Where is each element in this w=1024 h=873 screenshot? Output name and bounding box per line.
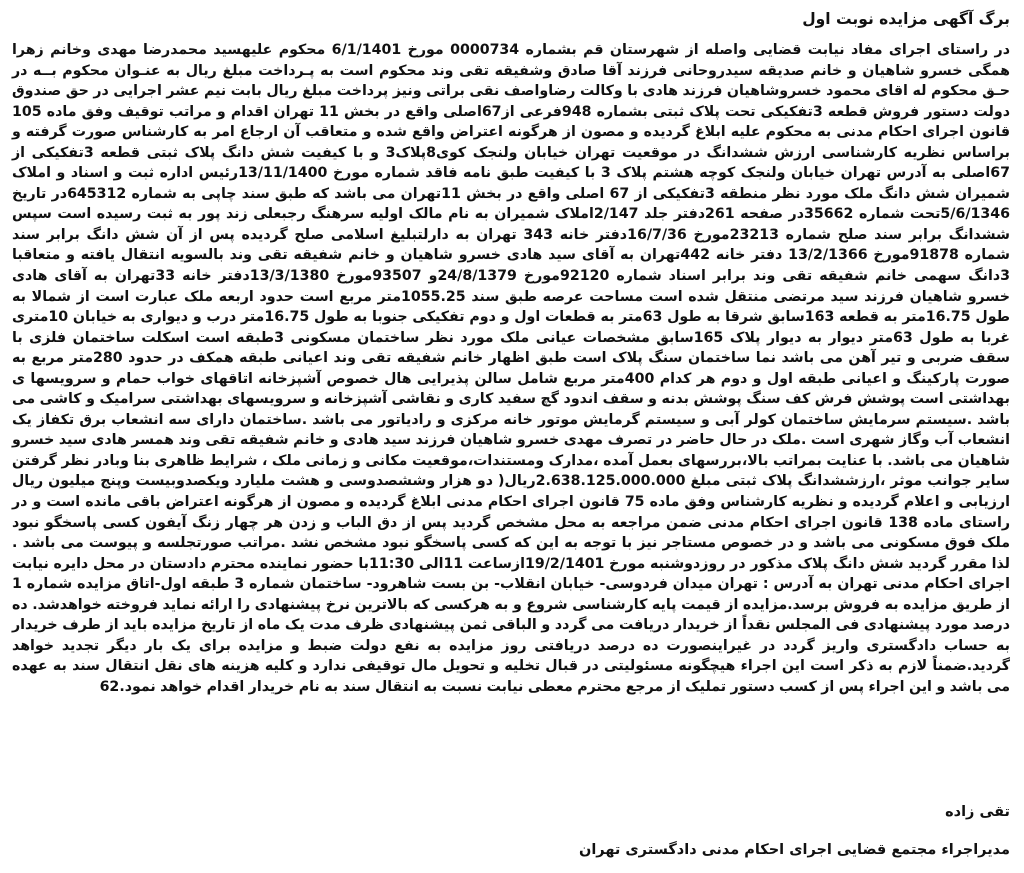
notice-body: در راستای اجرای مفاد نیابت قضایی واصله از شهرستان قم بشماره 0000734 مورخ 6/1/1401 محکوم علیهسید محمدرضا مهدی وخانم زهرا همگی خسرو شاهیان و خانم صدیقه سیدروحانی فرزند آقا صادق وشفیقه تقی وند محکوم است به پـرداخت مبلغ ریال به عنـوان محکوم بــه در حـق محکوم له اقای محمود خسروشاهیان فرزند هادی با وکالت رضاواصف نقی براتی ونیز پرداخت مبلغ ریال بابت نیم عشر اجرایی در حق صندوق دولت دستور فروش قطعه 3تفکیکی تحت پلاک ثبتی بشماره 948فرعی از67اصلی واقع در بخش 11 تهران اقدام و مراتب توقیف وفق ماده 105 قانون اجرای احکام مدنی به محکوم علیه ابلاغ گردیده و مصون از هرگونه اعتراض واقع شده و متعاقب آن ارجاع امر به کارشناس صورت گرفته و براساس نظریه کارشناسی ارزش ششدانگ در موقعیت تهران خیابان ولنجک کوی8پلاک3 و با کیفیت شش دانگ پلاک ثبتی قطعه 3تفکیکی از 67اصلی به آدرس تهران خیابان ولنجک کوچه هشتم پلاک 3 با کیفیت طبق نامه فاقد شماره مورخ 13/11/1400رئیس اداره ثبت و اسناد و املاک شمیران شش دانگ ملک مورد نظر منطقه 3تفکیکی از 67 اصلی واقع در بخش 11تهران می باشد که طبق سند چاپی به شماره 645312در تاریخ 5/6/1346تحت شماره 35662در صفحه 261دفتر جلد 2/147املاک شمیران به نام مالک اولیه سرهنگ رجبعلی زند پور به ثبت رسیده است سپس ششدانگ برابر سند صلح شماره 23213مورخ 16/7/36دفتر خانه 343 تهران به دارلتبلیغ اسلامی صلح گردیده پس از آن شش دانگ برابر سند شماره 91878مورخ 13/2/1366 دفتر خانه 442تهران به آقای سید هادی خسرو شاهیان و خانم شفیقه تقی وند بالسویه انتقال یافته و متعاقبا 3دانگ سهمی خانم شفیقه تقی وند برابر اسناد شماره 92120مورخ 24/8/1379و 93507مورخ 13/3/1380دفتر خانه 33تهران به آقای هادی خسرو شاهیان فرزند سید مرتضی منتقل شده است مساحت عرصه طبق سند 1055.25متر مربع است حدود اربعه ملک عبارت است از شمالا به طول 16.75متر به قطعه 163سابق شرقا به طول 63متر به قطعات اول و دوم تفکیکی جنوبا به طول 16.75متر درب و دیواری به خیابان 10متری غربا به طول 63متر دیوار به دیوار پلاک 165سابق مشخصات عیانی ملک مورد نظر ساختمان مسکونی 3طبقه است اسکلت ساختمان فلزی با سقف ضربی و تیر آهن می باشد نما ساختمان سنگ پلاک است طبق اظهار خانم شفیقه تقی وند اعیانی طبقه همکف در حدود 280متر مربع به صورت پارکینگ و اعیانی طبقه اول و دوم هر کدام 400متر مربع شامل سالن پذیرایی هال خصوص آشپزخانه اتاقهای خواب حمام و سرویسها ی بهداشتی است پوشش فرش کف سنگ پوشش بدنه و سقف اندود گچ سفید کاری و نقاشی آشپزخانه و سرویسهای بهداشتی سرامیک و کاشی می باشد .سیستم سرمایش ساختمان کولر آبی و سیستم گرمایش موتور خانه مرکزی و رادیاتور می باشد .ساختمان دارای سه انشعاب برق تکفاز یک انشعاب آب وگاز شهری است .ملک در حال حاضر در تصرف مهدی خسرو شاهیان فرزند سید هادی و خانم شفیقه تقی وند همسر هادی سید خسرو شاهیان می باشد. با عنایت بمراتب بالا،بررسهای بعمل آمده ،مدارک ومستندات،موقعیت مکانی و زمانی ملک ، شرایط ظاهری بنا وبادر نظر گرفتن سایر جوانب موثر ،ارزششدانگ پلاک ثبتی مبلغ 2.638.125.000.000ریال( دو هزار وششصدوسی و هشت ملیارد ویکصدوبیست وپنج میلیون ریال ارزیابی و اعلام گردیده و نظریه کارشناس وفق ماده 75 قانون اجرای احکام مدنی ابلاغ گردیده و مصون از هرگونه اعتراض باقی مانده است و در راستای ماده 138 قانون اجرای احکام مدنی ضمن مراجعه به محل مشخص گردید پس از دق الباب و زدن هر چهار زنگ آیفون کسی پاسخگو نبود ملک فوق مسکونی می باشد و در خصوص مستاجر نیز با توجه به این که کسی پاسخگو نبود مشخص نشد .مراتب صورتجلسه و پیوست می باشد . لذا مقرر گردید شش دانگ پلاک مذکور در روزدوشنبه مورخ 19/2/1401ازساعت 11الی 11:30با حضور نماینده محترم دادستان در محل دایره نیابت اجرای احکام مدنی تهران به آدرس : تهران میدان فردوسی- خیابان انقلاب- بن بست شاهرود- ساختمان شماره 3 طبقه اول-اتاق مزایده شماره 1 از طریق مزایده به فروش برسد.مزایده از قیمت پایه کارشناسی شروع و به هرکسی که بالاترین نرخ پیشنهادی را ارائه نماید فروخته خواهدشد. ده درصد مورد پیشنهادی فی المجلس نقداً از خریدار دریافت می گردد و الباقی ثمن پیشنهادی ظرف مدت یک ماه از تاریخ مزایده باید از طرف خریدار به حساب دادگستری واریز گردد در غیراینصورت ده درصد دریافتی روز مزایده به نفع دولت ضبط و مزایده برای یک بار دیگر تجدید خواهد گردید.ضمناً لازم به ذکر است این اجراء هیچگونه مسئولیتی در قبال تخلیه و تحویل مال توقیفی ندارد و کلیه هزینه های نقل انتقال سند به عهده می باشد و این اجراء پس از کسب دستور تملیک از مرجع محترم معطی نیابت نسبت به انتقال سند به نام خریدار اقدام خواهد نمود.62 bbox=[12, 42, 1011, 695]
signatory-role: مدیراجراء مجتمع قضایی اجرای احکام مدنی دادگستری تهران bbox=[578, 842, 1010, 858]
signature-block bbox=[579, 802, 1010, 860]
notice-title: برگ آگهی مزایده نوبت اول bbox=[802, 10, 1010, 28]
signatory-name: تقی زاده bbox=[945, 804, 1010, 820]
